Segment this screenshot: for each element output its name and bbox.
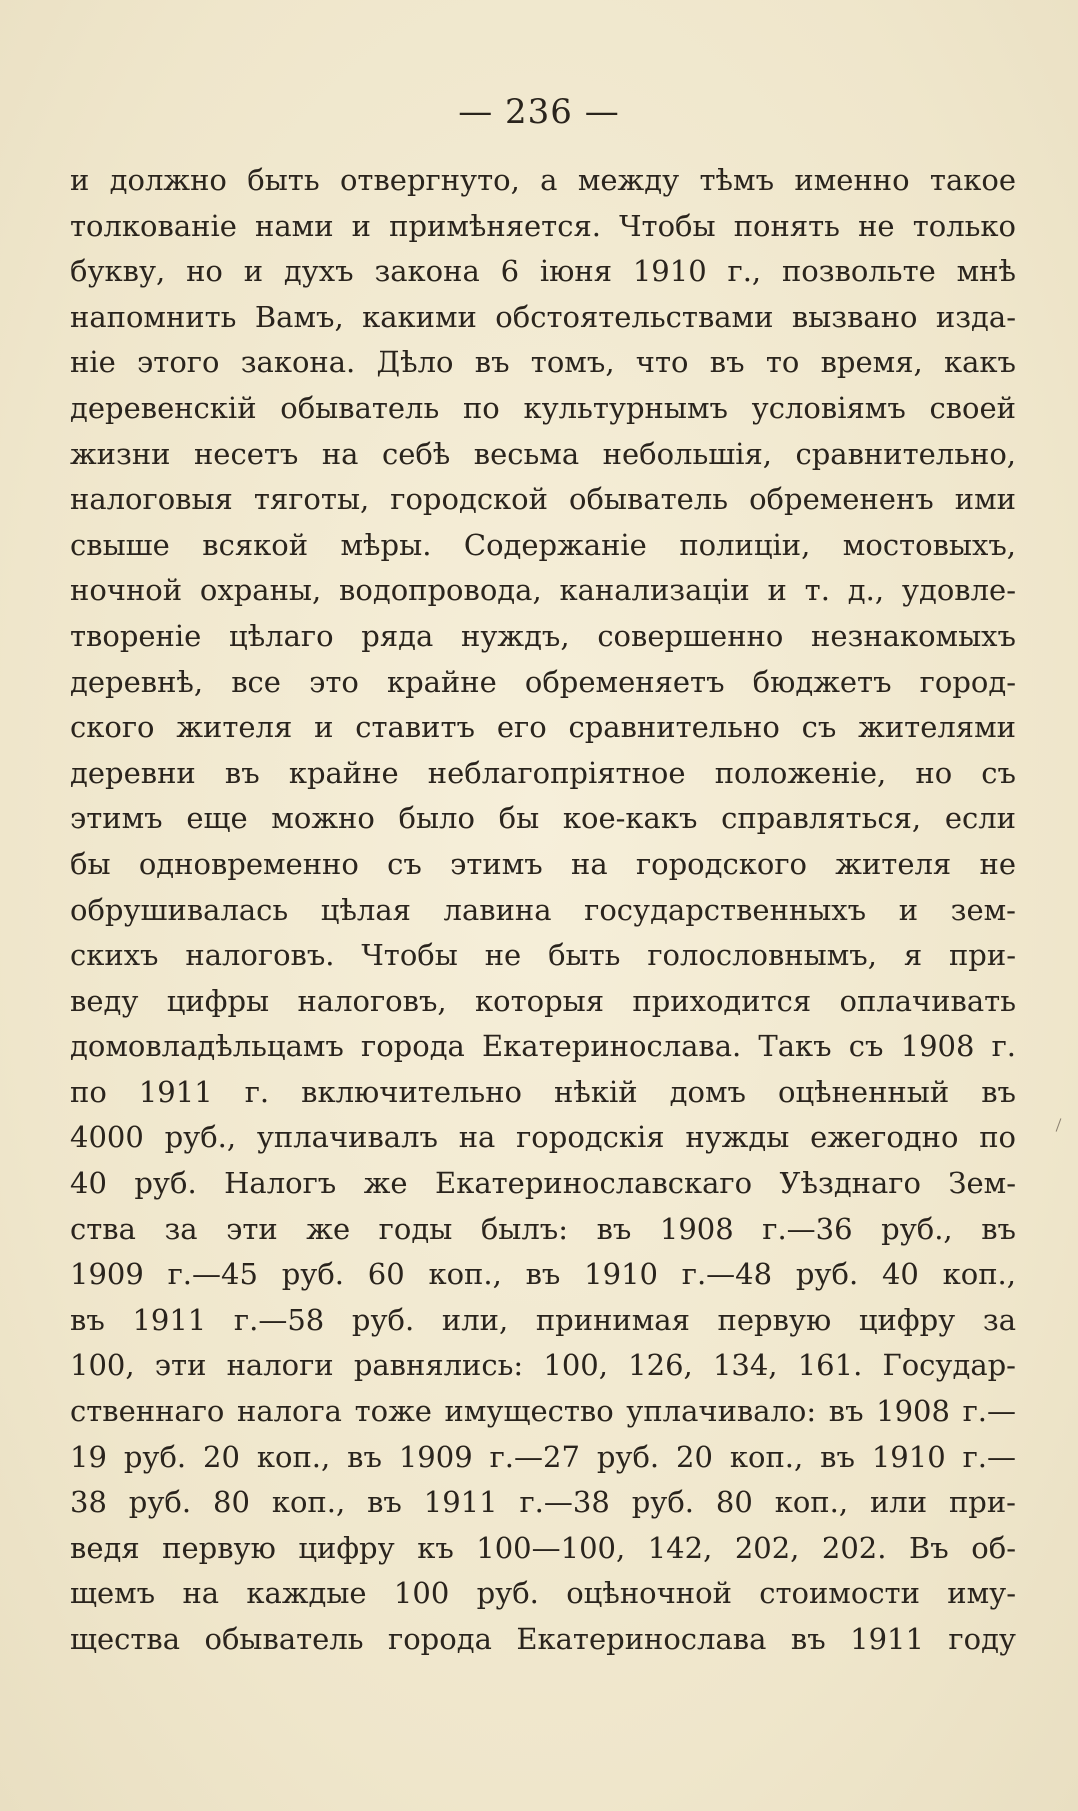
page-number: — 236 — bbox=[458, 92, 620, 132]
paper-mark bbox=[1056, 1118, 1062, 1131]
text-line: букву, но и духъ закона 6 іюня 1910 г., позвольте мнѣ bbox=[70, 254, 1016, 289]
text-line: щества обыватель города Екатеринослава въ 1911 году bbox=[70, 1622, 1016, 1656]
text-line: 1909 г.—45 руб. 60 коп., въ 1910 г.—48 руб. 40 коп., bbox=[70, 1257, 1016, 1292]
text-line: и должно быть отвергнуто, а между тѣмъ именно такое bbox=[70, 163, 1016, 197]
text-line: толкованіе нами и примѣняется. Чтобы понять не только bbox=[70, 208, 1016, 243]
text-line: въ 1911 г.—58 руб. или, принимая первую цифру за bbox=[70, 1302, 1016, 1337]
text-line: обрушивалась цѣлая лавина государственныхъ и зем- bbox=[70, 892, 1016, 927]
text-line: ніе этого закона. Дѣло въ томъ, что въ то время, какъ bbox=[70, 345, 1016, 380]
text-line: 100, эти налоги равнялись: 100, 126, 134, 161. Государ- bbox=[70, 1348, 1016, 1383]
text-line: 38 руб. 80 коп., въ 1911 г.—38 руб. 80 коп., или при- bbox=[70, 1485, 1016, 1520]
text-line: ночной охраны, водопровода, канализаціи и т. д., удовле- bbox=[70, 573, 1016, 608]
text-line: жизни несетъ на себѣ весьма небольшія, сравнительно, bbox=[70, 436, 1016, 471]
text-line: деревни въ крайне неблагопріятное положеніе, но съ bbox=[70, 755, 1016, 790]
text-line: ственнаго налога тоже имущество уплачивало: въ 1908 г.— bbox=[70, 1394, 1016, 1429]
text-line: 40 руб. Налогъ же Екатеринославскаго Уѣзднаго Зем- bbox=[70, 1166, 1016, 1201]
text-line: 4000 руб., уплачивалъ на городскія нужды ежегодно по bbox=[70, 1120, 1016, 1155]
text-line: этимъ еще можно было бы кое-какъ справляться, если bbox=[70, 801, 1016, 836]
text-line: домовладѣльцамъ города Екатеринослава. Такъ съ 1908 г. bbox=[70, 1029, 1016, 1064]
body-text bbox=[70, 158, 1016, 1663]
text-line: налоговыя тяготы, городской обыватель обремененъ ими bbox=[70, 482, 1016, 517]
text-line: бы одновременно съ этимъ на городского жителя не bbox=[70, 846, 1016, 881]
text-line: по 1911 г. включительно нѣкій домъ оцѣненный въ bbox=[70, 1074, 1016, 1109]
text-line: деревенскій обыватель по культурнымъ условіямъ своей bbox=[70, 390, 1016, 425]
text-line: напомнить Вамъ, какими обстоятельствами вызвано изда- bbox=[70, 299, 1016, 334]
text-line: ства за эти же годы былъ: въ 1908 г.—36 руб., въ bbox=[70, 1211, 1016, 1246]
text-line: 19 руб. 20 коп., въ 1909 г.—27 руб. 20 коп., въ 1910 г.— bbox=[70, 1439, 1016, 1474]
text-line: твореніе цѣлаго ряда нуждъ, совершенно незнакомыхъ bbox=[70, 618, 1016, 653]
text-line: деревнѣ, все это крайне обременяетъ бюджетъ город- bbox=[70, 664, 1016, 699]
text-line: веду цифры налоговъ, которыя приходится оплачивать bbox=[70, 983, 1016, 1018]
text-line: щемъ на каждые 100 руб. оцѣночной стоимости иму- bbox=[70, 1576, 1016, 1611]
text-line: свыше всякой мѣры. Содержаніе полиціи, мостовыхъ, bbox=[70, 527, 1016, 562]
text-line: скихъ налоговъ. Чтобы не быть голословнымъ, я при- bbox=[70, 938, 1016, 973]
text-line: ского жителя и ставитъ его сравнительно съ жителями bbox=[70, 710, 1016, 745]
text-line: ведя первую цифру къ 100—100, 142, 202, 202. Въ об- bbox=[70, 1530, 1016, 1565]
